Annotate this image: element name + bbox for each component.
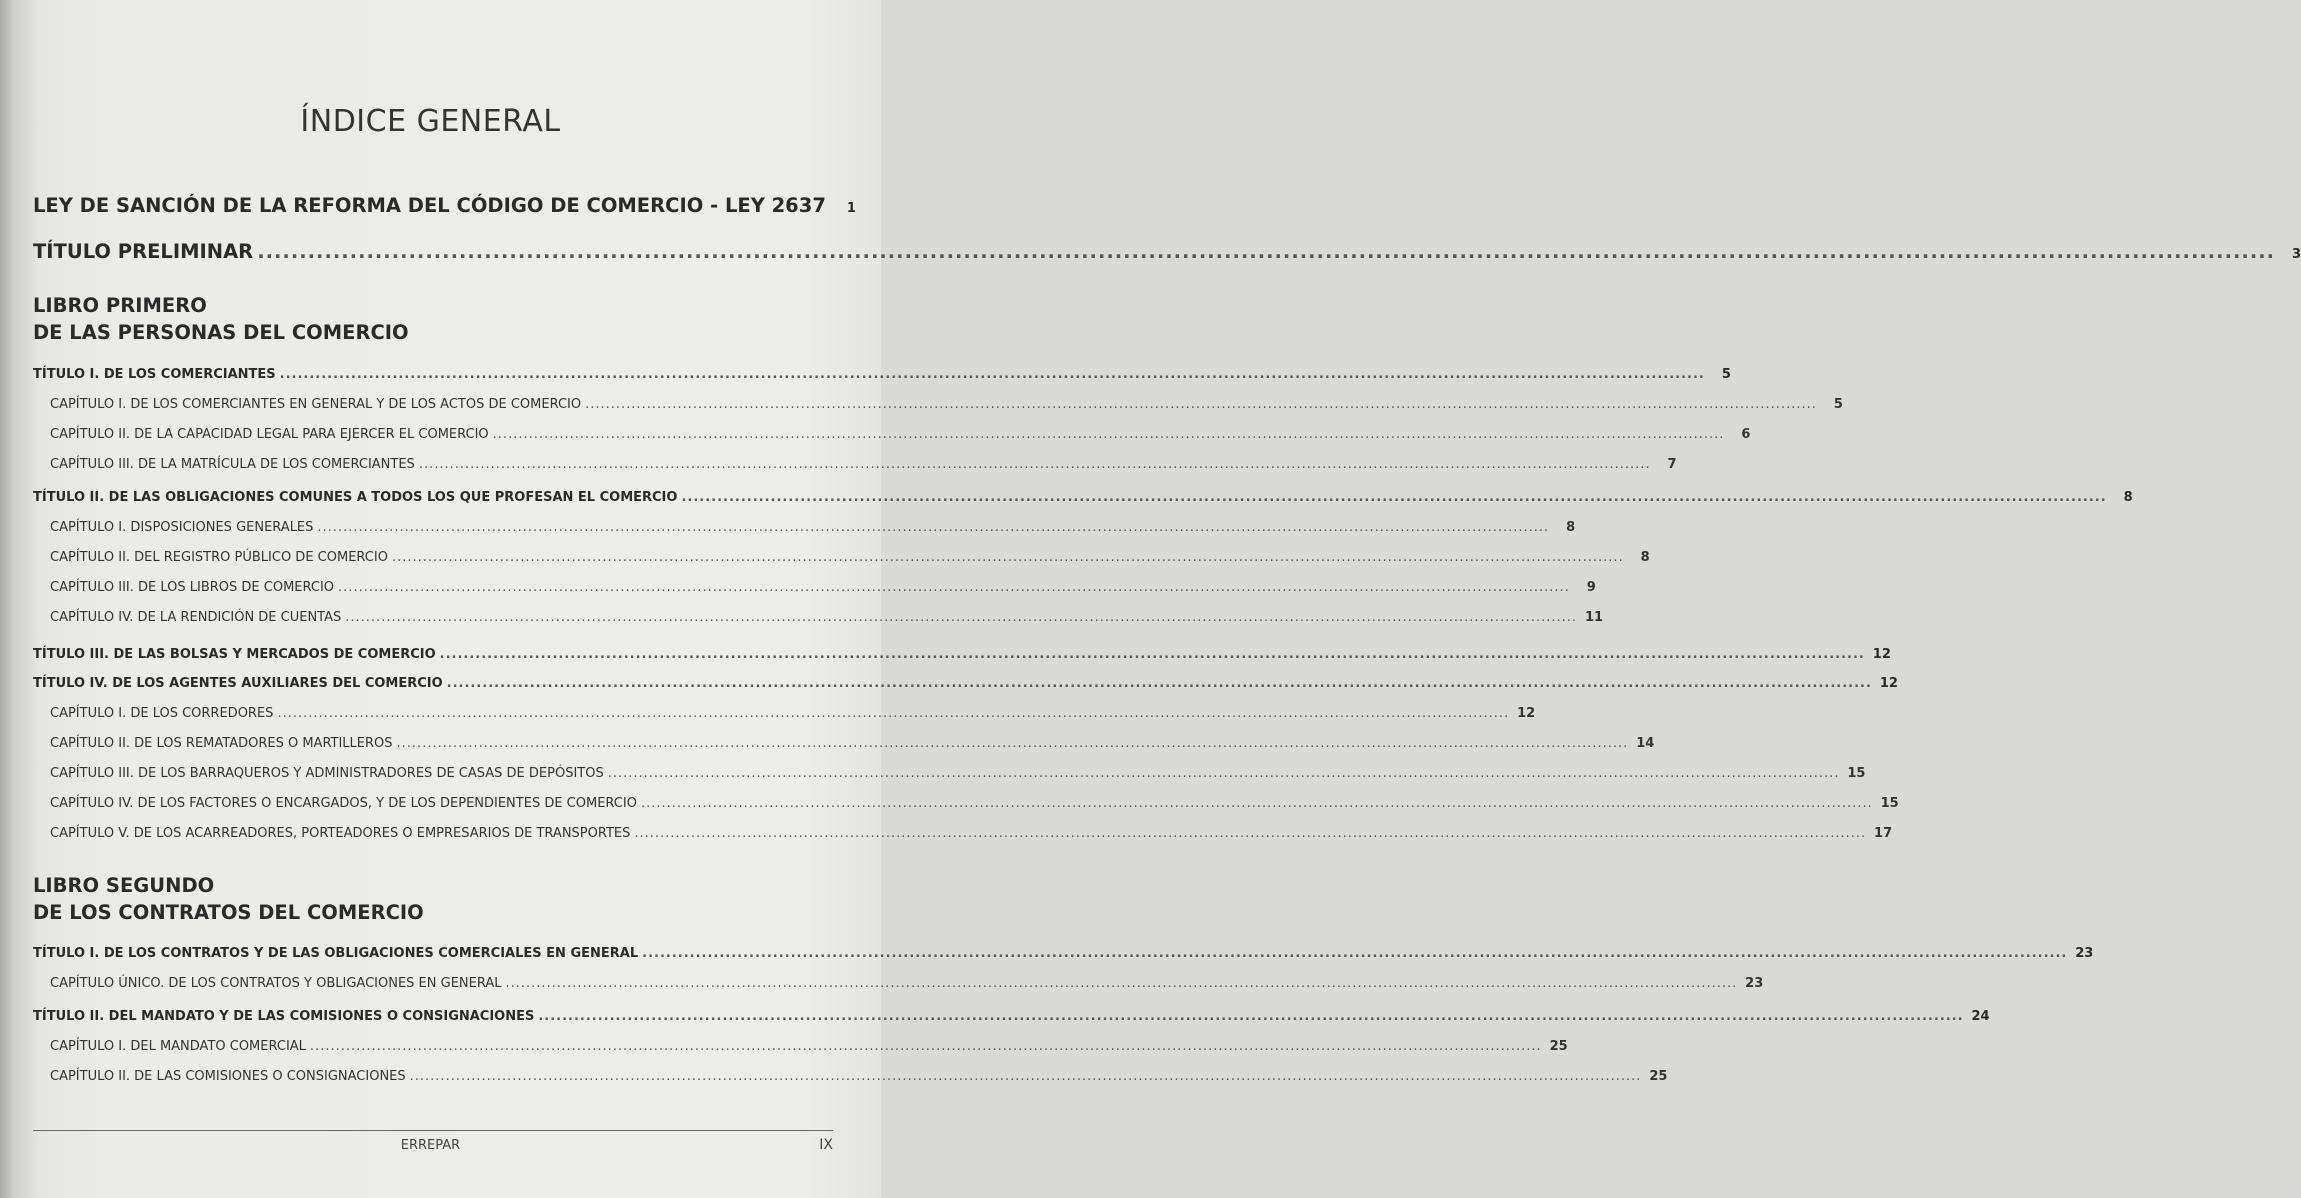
toc-entry — [33, 676, 1898, 691]
toc-entry — [50, 1039, 1568, 1054]
leader-dots — [310, 1039, 1542, 1054]
leader-dots — [317, 520, 1549, 535]
book-heading-line2: DE LAS PERSONAS DEL COMERCIO — [33, 321, 409, 344]
toc-entry-text: CAPÍTULO I. DE LOS CORREDORES — [50, 706, 274, 721]
toc-entry — [50, 736, 1655, 751]
leader-dots — [440, 647, 1865, 662]
toc-entry-titulo-preliminar — [33, 240, 2301, 263]
leader-dots — [419, 457, 1651, 472]
footer-page-number: IX — [819, 1137, 833, 1153]
toc-page-number: 11 — [1584, 610, 1604, 625]
toc-entry — [50, 796, 1899, 811]
toc-page-number: 8 — [1640, 550, 1650, 565]
leader-dots — [642, 946, 2067, 961]
toc-entry — [50, 457, 1677, 472]
toc-entry — [50, 520, 1576, 535]
toc-page-number: 6 — [1741, 427, 1751, 442]
toc-entry — [50, 826, 1893, 841]
toc-entry-text: TÍTULO I. DE LOS CONTRATOS Y DE LAS OBLIGACIONES COMERCIALES EN GENERAL — [33, 946, 639, 961]
toc-entry-text: TÍTULO PRELIMINAR — [33, 240, 254, 263]
toc-entry-text: TÍTULO I. DE LOS COMERCIANTES — [33, 367, 276, 382]
toc-entry-text: CAPÍTULO ÚNICO. DE LOS CONTRATOS Y OBLIGACIONES EN GENERAL — [50, 976, 502, 991]
leader-dots — [338, 580, 1570, 595]
leader-dots — [277, 706, 1509, 721]
leader-dots — [681, 490, 2106, 505]
toc-page-number: 8 — [2123, 490, 2133, 505]
toc-entry-text: CAPÍTULO I. DEL MANDATO COMERCIAL — [50, 1039, 306, 1054]
toc-entry-text: CAPÍTULO I. DE LOS COMERCIANTES EN GENERAL Y DE LOS ACTOS DE COMERCIO — [50, 397, 582, 412]
book-heading-line1: LIBRO SEGUNDO — [33, 874, 215, 897]
toc-entry — [33, 946, 2094, 961]
leader-dots — [345, 610, 1577, 625]
toc-page-number: 9 — [1586, 580, 1596, 595]
toc-page-number: 25 — [1649, 1069, 1668, 1084]
toc-entry — [50, 397, 1843, 412]
leader-dots — [410, 1069, 1642, 1084]
leader-dots — [608, 766, 1840, 781]
toc-entry-text: TÍTULO IV. DE LOS AGENTES AUXILIARES DEL COMERCIO — [33, 676, 443, 691]
toc-entry-text: TÍTULO III. DE LAS BOLSAS Y MERCADOS DE COMERCIO — [33, 647, 436, 662]
toc-entry-text: TÍTULO II. DE LAS OBLIGACIONES COMUNES A TODOS LOS QUE PROFESAN EL COMERCIO — [33, 490, 678, 505]
leader-dots — [585, 397, 1817, 412]
toc-entry-text: CAPÍTULO V. DE LOS ACARREADORES, PORTEADORES O EMPRESARIOS DE TRANSPORTES — [50, 826, 631, 841]
toc-entry-text: CAPÍTULO I. DISPOSICIONES GENERALES — [50, 520, 314, 535]
toc-entry — [50, 1069, 1668, 1084]
toc-page-number: 25 — [1549, 1039, 1568, 1054]
footer-publisher: ERREPAR — [400, 1138, 461, 1153]
footer-divider — [33, 1130, 833, 1131]
toc-entry-ley — [33, 194, 856, 217]
leader-dots — [397, 736, 1629, 751]
leader-dots — [634, 826, 1866, 841]
toc-entry-text: TÍTULO II. DEL MANDATO Y DE LAS COMISIONES O CONSIGNACIONES — [33, 1009, 535, 1024]
toc-entry-text: CAPÍTULO II. DE LOS REMATADORES O MARTILLEROS — [50, 736, 393, 751]
toc-entry-text: CAPÍTULO II. DEL REGISTRO PÚBLICO DE COMERCIO — [50, 550, 388, 565]
toc-entry — [50, 610, 1604, 625]
toc-page-number: 24 — [1971, 1009, 1990, 1024]
leader-dots — [280, 367, 1705, 382]
toc-page-number: 17 — [1874, 826, 1893, 841]
book-heading-line2: DE LOS CONTRATOS DEL COMERCIO — [33, 901, 424, 924]
toc-page-number: 8 — [1566, 520, 1576, 535]
toc-page-number: 12 — [1872, 647, 1891, 662]
toc-page-number: 15 — [1847, 766, 1866, 781]
toc-page-number: 3 — [2292, 247, 2301, 262]
book-heading-2 — [33, 872, 424, 926]
toc-entry-text: CAPÍTULO IV. DE LA RENDICIÓN DE CUENTAS — [50, 610, 342, 625]
toc-page-number: 12 — [1517, 706, 1536, 721]
leader-dots — [641, 796, 1873, 811]
toc-page-number: 15 — [1880, 796, 1899, 811]
toc-entry — [50, 580, 1596, 595]
toc-entry — [50, 976, 1764, 991]
toc-entry — [33, 490, 2133, 505]
leader-dots — [392, 550, 1624, 565]
toc-entry-text: LEY DE SANCIÓN DE LA REFORMA DEL CÓDIGO DE COMERCIO - LEY 2637 — [33, 194, 826, 217]
toc-page-number: 1 — [846, 201, 856, 216]
toc-entry — [50, 550, 1650, 565]
book-heading-1 — [33, 292, 409, 346]
toc-entry — [50, 427, 1751, 442]
toc-entry-text: CAPÍTULO II. DE LA CAPACIDAD LEGAL PARA EJERCER EL COMERCIO — [50, 427, 489, 442]
toc-entry — [50, 766, 1866, 781]
leader-dots — [505, 976, 1737, 991]
toc-page-number: 5 — [1721, 367, 1731, 382]
toc-entry-text: CAPÍTULO III. DE LOS BARRAQUEROS Y ADMINISTRADORES DE CASAS DE DEPÓSITOS — [50, 766, 604, 781]
toc-page-number: 23 — [2075, 946, 2094, 961]
page-title: ÍNDICE GENERAL — [300, 104, 561, 139]
toc-entry-text: CAPÍTULO II. DE LAS COMISIONES O CONSIGNACIONES — [50, 1069, 406, 1084]
toc-entry — [33, 367, 1731, 382]
toc-page-number: 5 — [1833, 397, 1843, 412]
toc-entry — [33, 1009, 1990, 1024]
toc-entry-text: CAPÍTULO IV. DE LOS FACTORES O ENCARGADOS, Y DE LOS DEPENDIENTES DE COMERCIO — [50, 796, 637, 811]
leader-dots — [447, 676, 1872, 691]
toc-page-number: 12 — [1879, 676, 1898, 691]
leader-dots — [493, 427, 1725, 442]
leader-dots — [538, 1009, 1963, 1024]
book-heading-line1: LIBRO PRIMERO — [33, 294, 207, 317]
toc-page-number: 23 — [1745, 976, 1764, 991]
toc-entry-text: CAPÍTULO III. DE LA MATRÍCULA DE LOS COMERCIANTES — [50, 457, 415, 472]
toc-entry — [33, 647, 1891, 662]
toc-page-number: 7 — [1667, 457, 1677, 472]
toc-entry-text: CAPÍTULO III. DE LOS LIBROS DE COMERCIO — [50, 580, 335, 595]
toc-entry — [50, 706, 1536, 721]
leader-dots — [257, 240, 2275, 263]
toc-page-number: 14 — [1636, 736, 1655, 751]
